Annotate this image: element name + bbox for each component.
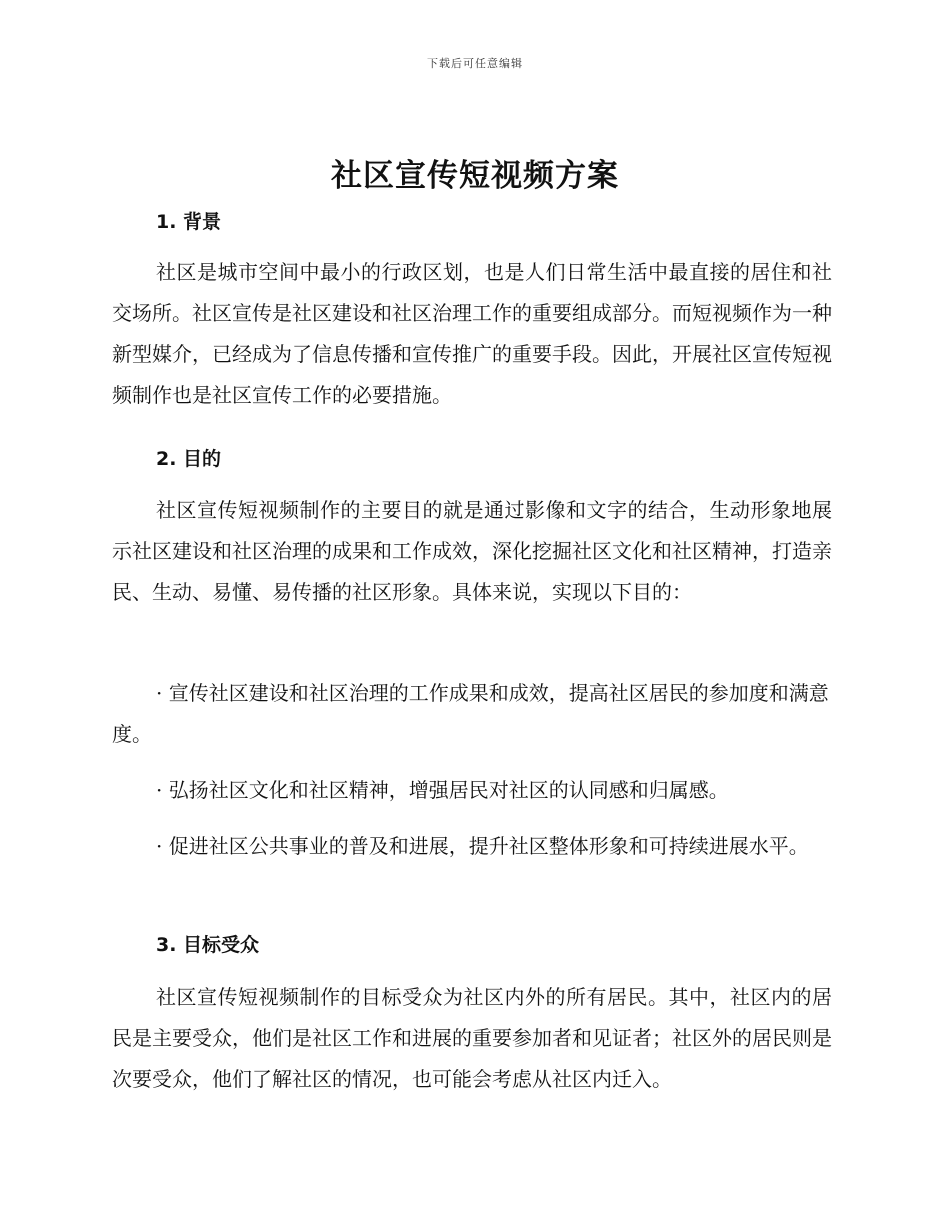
bullet-item: · 宣传社区建设和社区治理的工作成果和成效，提高社区居民的参加度和满意度。 <box>112 681 829 746</box>
paragraph-background: 社区是城市空间中最小的行政区划，也是人们日常生活中最直接的居住和社交场所。社区宣传是社区建设和社区治理工作的重要组成部分。而短视频作为一种新型媒介，已经成为了信息传播和宣传推广的重要手段。因此，开展社区宣传短视频制作也是社区宣传工作的必要措施。 <box>112 260 832 407</box>
section-heading-audience: 3. 目标受众 <box>156 934 260 956</box>
paragraph-audience: 社区宣传短视频制作的目标受众为社区内外的所有居民。其中，社区内的居民是主要受众，他们是社区工作和进展的重要参加者和见证者；社区外的居民则是次要受众，他们了解社区的情况，也可能会考虑从社区内迁入。 <box>112 985 832 1091</box>
section-heading-background: 1. 背景 <box>156 211 222 233</box>
section-heading-purpose: 2. 目的 <box>156 448 222 470</box>
header-note: 下载后可任意编辑 <box>427 57 523 70</box>
bullet-item: · 弘扬社区文化和社区精神，增强居民对社区的认同感和归属感。 <box>156 778 729 802</box>
document-title: 社区宣传短视频方案 <box>331 158 619 194</box>
paragraph-purpose: 社区宣传短视频制作的主要目的就是通过影像和文字的结合，生动形象地展示社区建设和社区治理的成果和工作成效，深化挖掘社区文化和社区精神，打造亲民、生动、易懂、易传播的社区形象。具体来说，实现以下目的： <box>112 498 832 604</box>
bullet-item: · 促进社区公共事业的普及和进展，提升社区整体形象和可持续进展水平。 <box>156 834 809 858</box>
